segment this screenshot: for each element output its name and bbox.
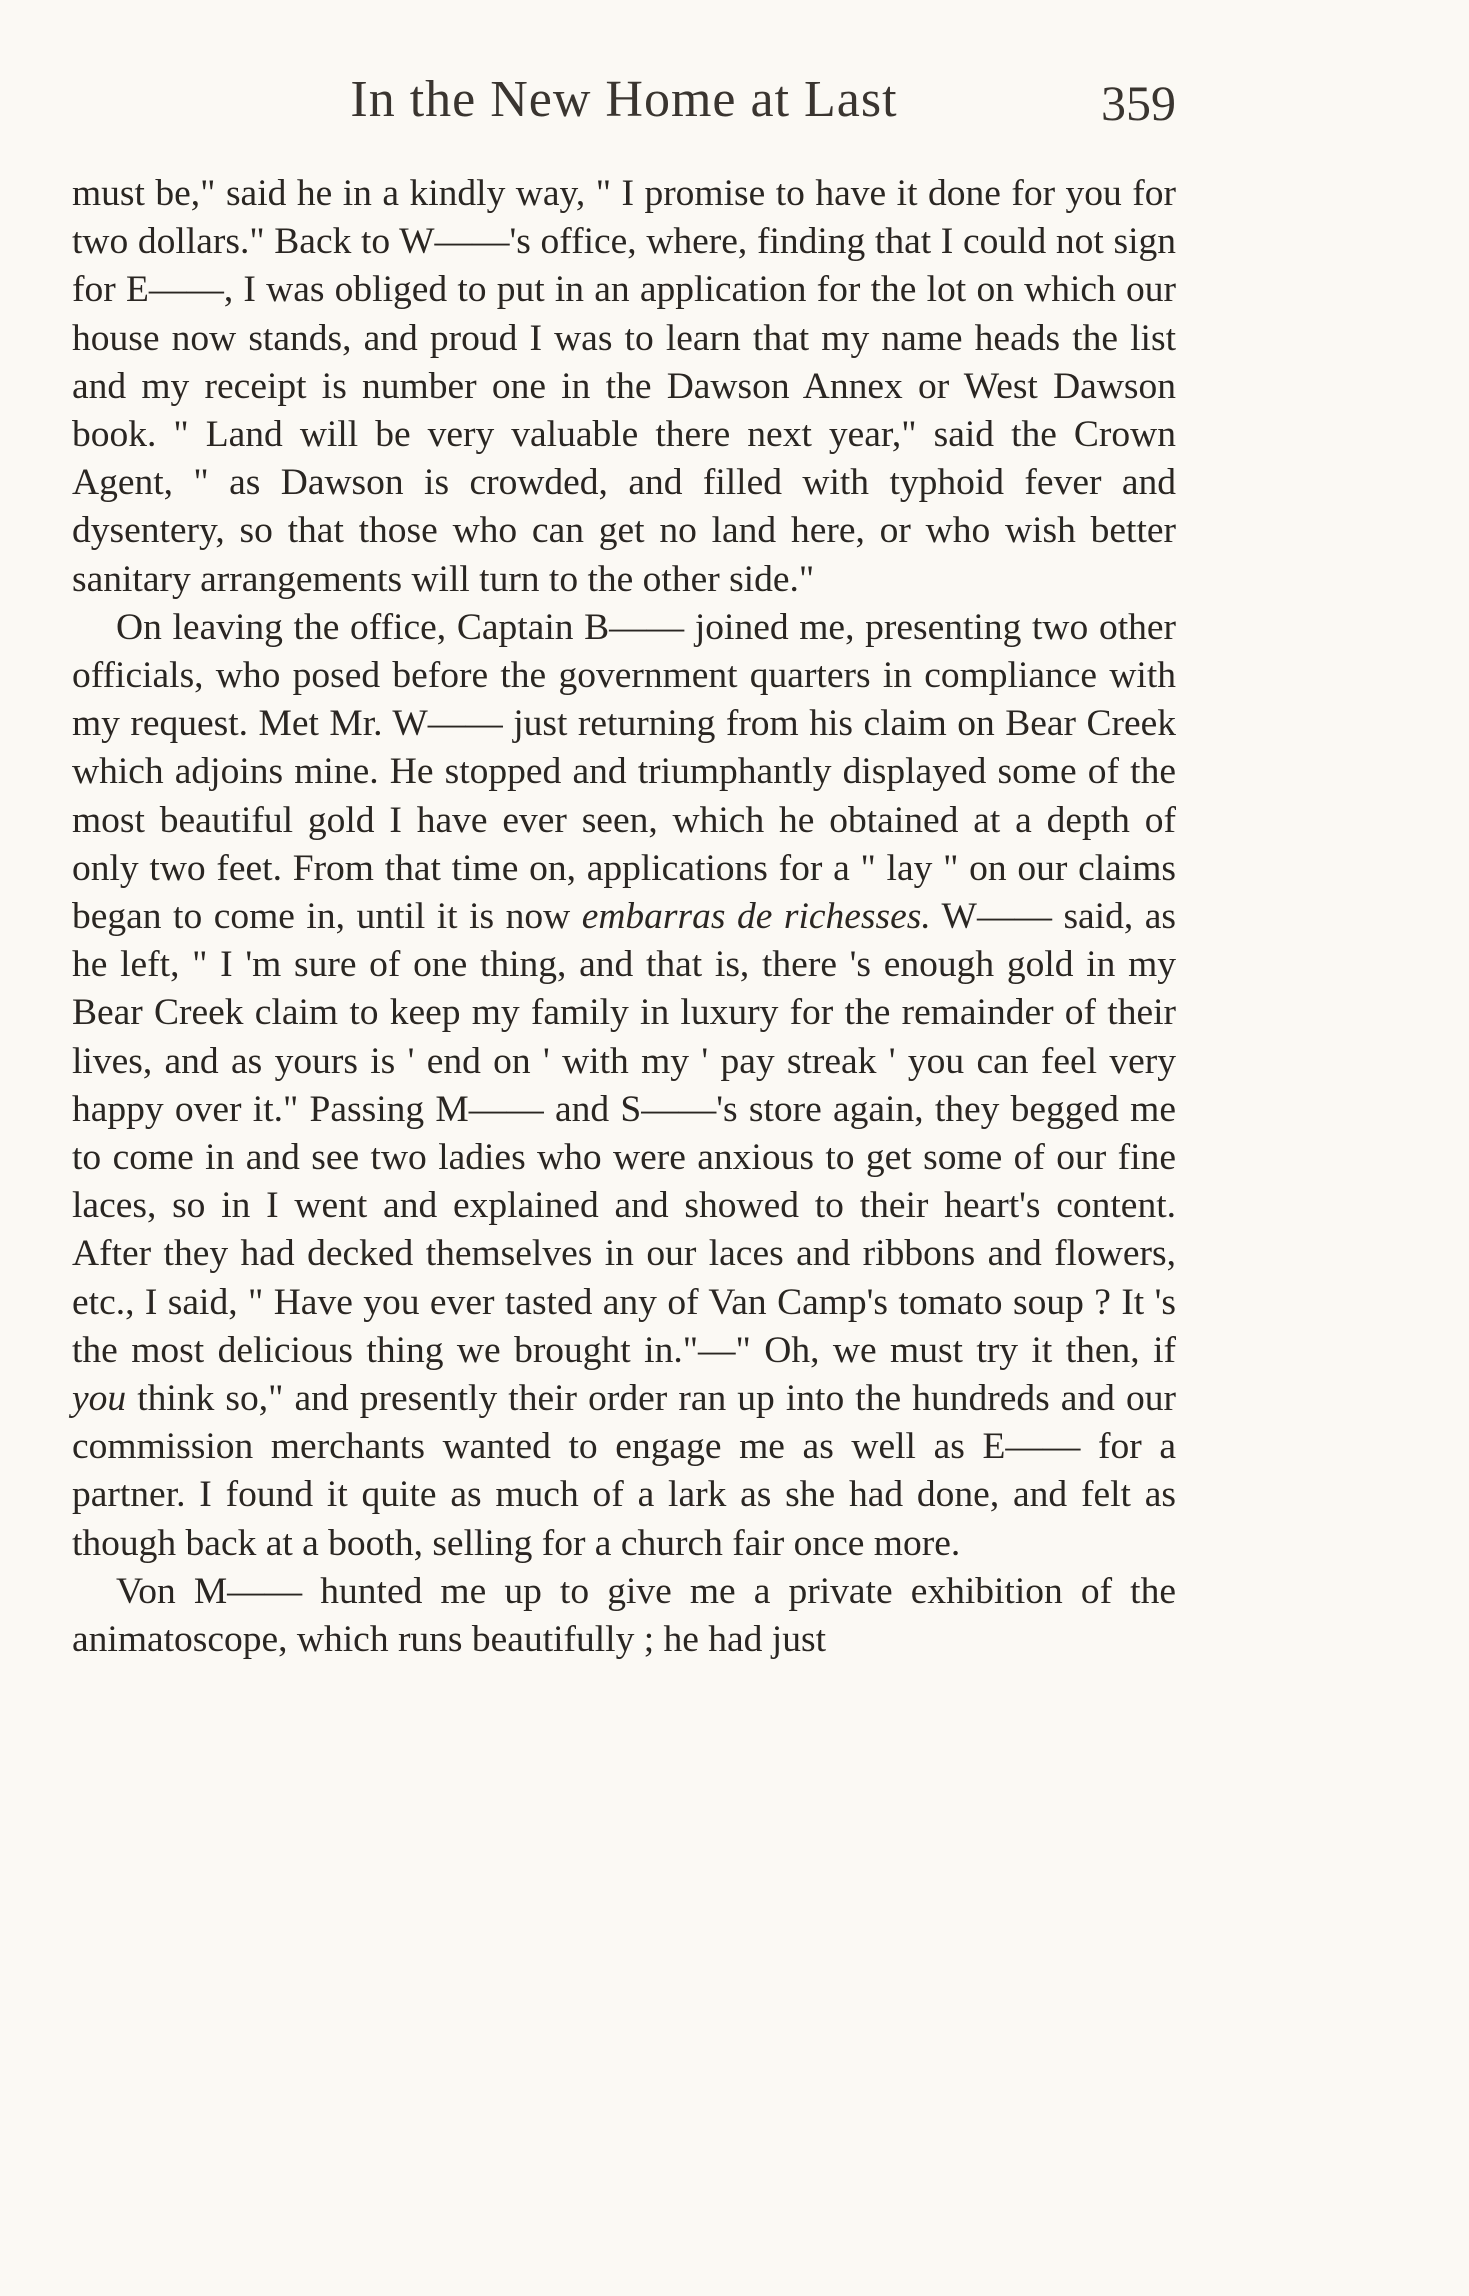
paragraph-text-before-italic: On leaving the office, Captain B—— joined me, presenting two other officials, who posed before the government quarters in compliance with my request. Met Mr. W—— just returning from his claim on Bear Creek which adjoins mine. He stopped and triumphantly displayed some of the most beautiful gold I have ever seen, which he obtained at a depth of only two feet. From that time on, applications for a " lay " on our claims began to come in, until it is now — [72, 606, 1176, 938]
body-text — [72, 170, 1176, 1664]
book-page — [72, 60, 1176, 1664]
page-number: 359 — [1101, 75, 1176, 131]
paragraph-text-middle: W—— said, as he left, " I 'm sure of one thing, and that is, there 's enough gold in my Bear Creek claim to keep my family in luxury for the remainder of their lives, and as yours is ' end on ' with my ' pay streak ' you can feel very happy over it." Passing M—— and S——'s store again, they begged me to come in and see two ladies who were anxious to get some of our fine laces, so in I went and explained and showed to their heart's content. After they had decked themselves in our laces and ribbons and flowers, etc., I said, " Have you ever tasted any of Van Camp's tomato soup ? It 's the most delicious thing we brought in."—" Oh, we must try it then, if — [72, 896, 1176, 1371]
running-header — [72, 60, 1176, 140]
paragraph-leaving-office — [72, 604, 1176, 1568]
paragraph-continued: must be," said he in a kindly way, " I promise to have it done for you for two dollars." Back to W——'s office, where, finding that I could not sign for E——, I was obliged to put in an application for the lot on which our house now stands, and proud I was to learn that my name heads the list and my receipt is number one in the Dawson Annex or West Dawson book. " Land will be very valuable there next year," said the Crown Agent, " as Dawson is crowded, and filled with typhoid fever and dysentery, so that those who can get no land here, or who wish better sanitary arrangements will turn to the other side." — [72, 173, 1176, 600]
chapter-title: In the New Home at Last — [350, 71, 898, 128]
italic-word-you: you — [72, 1378, 127, 1420]
paragraph-von-m: Von M—— hunted me up to give me a private exhibition of the animatoscope, which runs beautifully ; he had just — [72, 1570, 1176, 1661]
paragraph-text-after-italic: think so," and presently their order ran up into the hundreds and our commission merchants wanted to engage me as well as E—— for a partner. I found it quite as much of a lark as she had done, and felt as though back at a booth, selling for a church fair once more. — [72, 1378, 1176, 1564]
italic-phrase-embarras: embarras de richesses. — [581, 896, 931, 938]
